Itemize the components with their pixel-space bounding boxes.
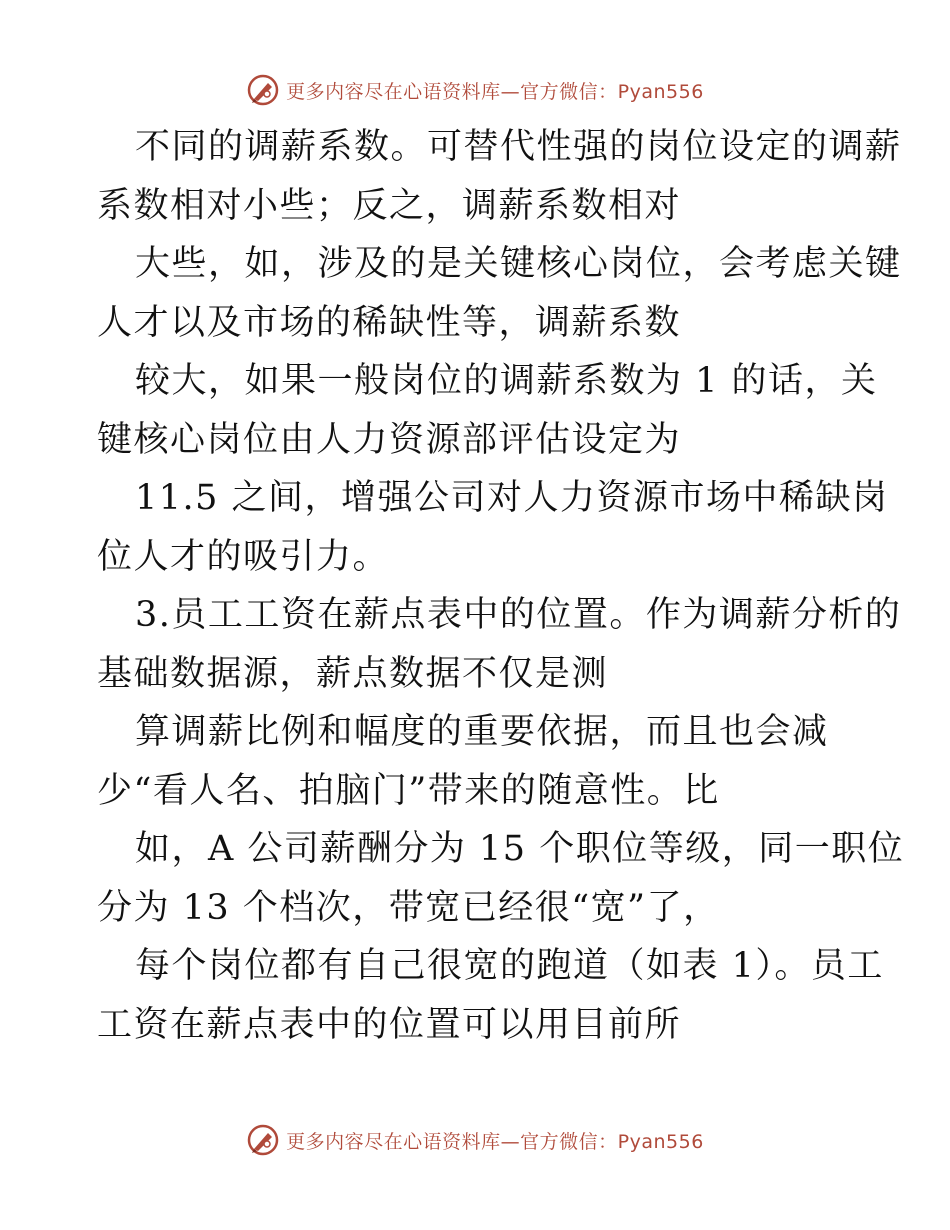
header-banner-text: 更多内容尽在心语资料库—官方微信：Pyan556 (286, 80, 704, 103)
text-line: 如，A 公司薪酬分为 15 个职位等级，同一职位 (135, 829, 905, 869)
header-banner (0, 70, 950, 110)
document-body (97, 118, 905, 1054)
text-line: 较大，如果一般岗位的调薪系数为 1 的话，关 (135, 361, 878, 401)
footer-banner (0, 1120, 950, 1160)
text-line: 位人才的吸引力。 (97, 536, 390, 577)
text-line: 人才以及市场的稀缺性等，调薪系数 (97, 302, 682, 343)
pen-logo-icon (246, 73, 280, 107)
footer-banner-text: 更多内容尽在心语资料库—官方微信：Pyan556 (286, 1130, 704, 1153)
text-line: 算调薪比例和幅度的重要依据，而且也会减 (135, 712, 829, 752)
text-line: 系数相对小些；反之，调薪系数相对 (97, 185, 682, 226)
text-line: 工资在薪点表中的位置可以用目前所 (97, 1004, 682, 1045)
text-line: 每个岗位都有自己很宽的跑道（如表 1）。员工 (135, 946, 884, 986)
text-line: 分为 13 个档次，带宽已经很“宽”了， (97, 887, 720, 928)
text-line: 大些，如，涉及的是关键核心岗位，会考虑关键 (135, 244, 902, 284)
text-line: 键核心岗位由人力资源部评估设定为 (97, 419, 682, 460)
text-line: 不同的调薪系数。可替代性强的岗位设定的调薪 (135, 127, 902, 167)
pen-logo-icon (246, 1123, 280, 1157)
text-line: 基础数据源，薪点数据不仅是测 (97, 653, 609, 694)
text-line: 少“看人名、拍脑门”带来的随意性。比 (97, 770, 720, 811)
text-line: 11.5 之间，增强公司对人力资源市场中稀缺岗 (135, 478, 889, 518)
text-line: 3.员工工资在薪点表中的位置。作为调薪分析的 (135, 595, 902, 635)
